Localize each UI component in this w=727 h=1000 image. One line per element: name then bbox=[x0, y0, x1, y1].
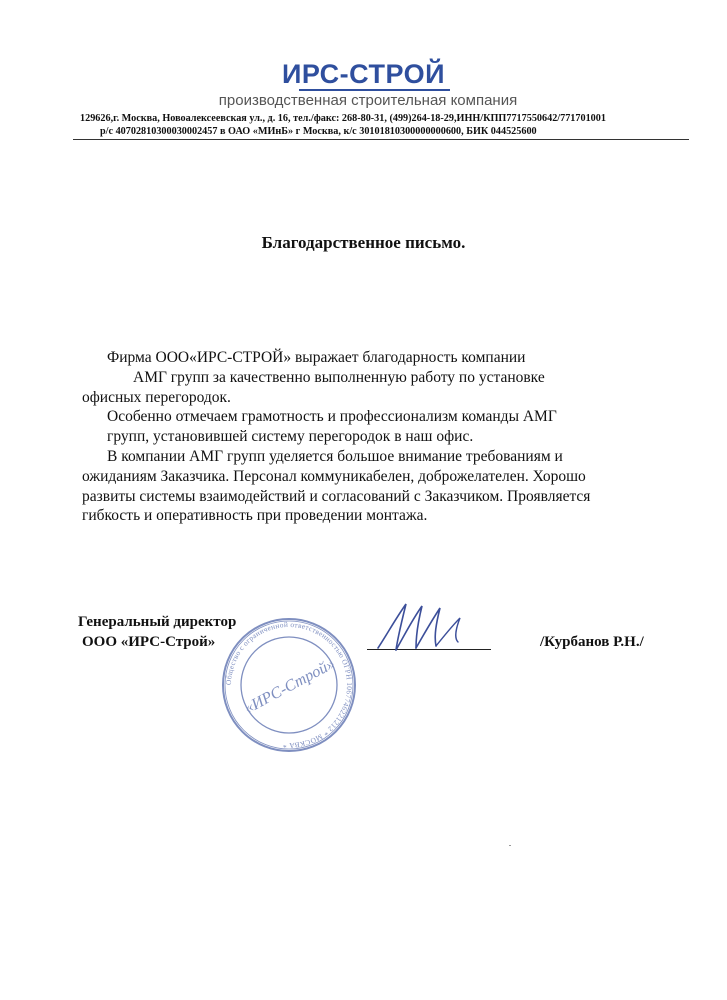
company-requisites bbox=[80, 112, 700, 138]
seal-ring-text: Общество с ограниченной ответственностью ОГРН 1067746221212 * МОСКВА * bbox=[223, 619, 355, 751]
body-line: гибкость и оперативность при проведении монтажа. bbox=[82, 507, 428, 525]
body-line: ожиданиям Заказчика. Персонал коммуникабелен, доброжелателен. Хорошо bbox=[82, 467, 586, 485]
body-line: групп, установившей систему перегородок в наш офис. bbox=[107, 428, 474, 446]
requisites-line-bank: р/с 40702810300030002457 в ОАО «МИнБ» г Москва, к/с 30101810300000000600, БИК 044525600 bbox=[100, 126, 537, 137]
company-tagline: производственная строительная компания bbox=[218, 92, 518, 109]
signatory-company: ООО «ИРС-Строй» bbox=[82, 634, 216, 650]
seal-center-text: «ИРС-Строй» bbox=[241, 655, 338, 718]
body-line: АМГ групп за качественно выполненную работу по установке bbox=[133, 368, 545, 386]
letter-title: Благодарственное письмо. bbox=[261, 233, 466, 252]
company-seal bbox=[219, 615, 359, 755]
letter-body bbox=[82, 348, 591, 526]
body-line: развиты системы взаимодействий и согласований с Заказчиком. Проявляется bbox=[82, 487, 591, 505]
company-brand: ИРС-СТРОЙ bbox=[281, 59, 446, 89]
body-line: В компании АМГ групп уделяется большое внимание требованиям и bbox=[107, 447, 563, 465]
signatory-name: /Курбанов Р.Н./ bbox=[540, 634, 644, 650]
signatory-position: Генеральный директор bbox=[78, 614, 237, 630]
header-divider bbox=[73, 139, 689, 140]
body-line: Особенно отмечаем грамотность и профессионализм команды АМГ bbox=[107, 408, 557, 426]
requisites-line-address: 129626,г. Москва, Новоалексеевская ул., д. 16, тел./факс: 268-80-31, (499)264-18-29,ИНН/КПП7717550642/771701001 bbox=[80, 113, 606, 124]
scan-speck bbox=[509, 845, 511, 846]
body-line: офисных перегородок. bbox=[82, 388, 231, 406]
body-line: Фирма ООО«ИРС-СТРОЙ» выражает благодарность компании bbox=[107, 349, 526, 366]
handwritten-signature bbox=[372, 596, 492, 660]
